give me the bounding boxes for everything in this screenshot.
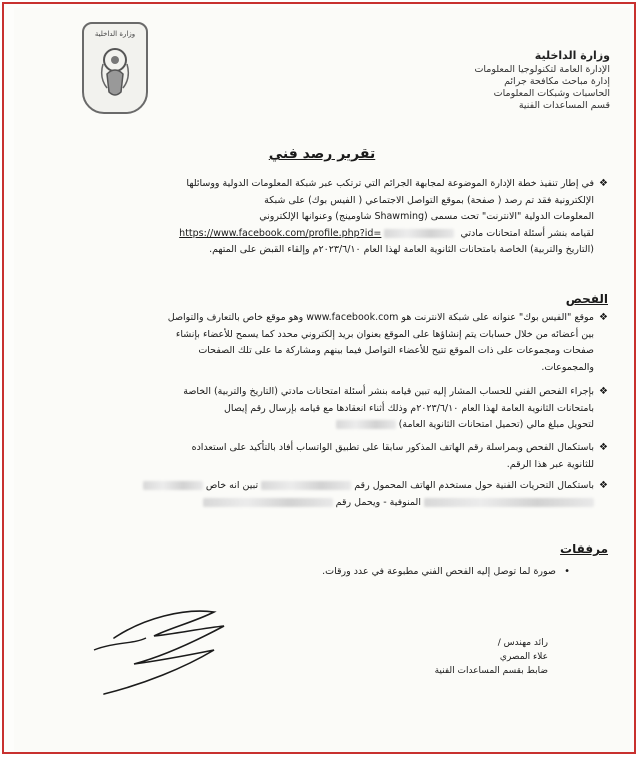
letterhead-line: الحاسبات وشبكات المعلومات (493, 88, 610, 99)
emblem-label: وزارة الداخلية (94, 30, 136, 38)
handwritten-signature (74, 598, 274, 708)
attachment-item: صورة لما توصل إليه الفحص الفني مطبوعة في عدد ورقات. (322, 566, 556, 577)
letterhead-line: الإدارة العامة لتكنولوجيا المعلومات (474, 64, 610, 75)
text-line: بامتحانات الثانوية العامة لهذا العام ٢٠٢٣/٦/١٠م وذلك أثناء انعقادها مع قيامه بإرسال رقم إيصال (223, 402, 594, 414)
letterhead-line: إدارة مباحث مكافحة جرائم (504, 76, 610, 87)
bullet-dot-icon: • (564, 566, 570, 577)
document-page (14, 8, 630, 752)
facebook-paragraph (38, 310, 608, 376)
text-line: لتحويل مبلغ مالي (تحميل امتحانات الثانوية العامة) (38, 417, 594, 434)
intro-paragraph (38, 176, 608, 259)
diamond-bullet-icon: ❖ (599, 178, 608, 189)
text-line: بإجراء الفحص الفني للحساب المشار إليه تبين قيامه بنشر أسئلة امتحانات مادتي (التاريخ والتربية) الخاصة (183, 386, 594, 397)
section-heading-exam: الفحص (565, 292, 608, 306)
text-line: المنوفية - ويحمل رقم (38, 495, 594, 512)
section-heading-attachments: مرفقات (560, 542, 608, 556)
text-line: بين أعضائه من خلال حسابات يتم إنشاؤها على الموقع بعنوان بريد إلكتروني محدد كما يسمح للأعضاء بإنشاء (175, 328, 594, 340)
redacted-phone (261, 481, 351, 490)
text-line: لقيامه بنشر أسئلة امتحانات مادتي https://www.facebook.com/profile.php?id= (179, 227, 594, 239)
signatory-role: ضابط بقسم المساعدات الفنية (434, 666, 548, 676)
redacted-number (336, 420, 396, 429)
whatsapp-paragraph (38, 440, 608, 473)
text-line: للثانوية عبر هذا الرقم. (506, 458, 594, 470)
text-line: الإلكترونية فقد تم رصد ( صفحة) بموقع التواصل الاجتماعي ( الفيس بوك) على شبكة (264, 194, 594, 206)
ministry-emblem (82, 22, 148, 114)
signatory-rank: رائد مهندس / (497, 638, 548, 648)
signatory-name: علاء المصري (499, 652, 548, 662)
text-line: باستكمال الفحص وبمراسلة رقم الهاتف المذكور سابقا على تطبيق الواتساب أفاد بالتأكيد على استعداده (191, 442, 594, 453)
investigation-paragraph (38, 478, 608, 511)
redacted-owner (143, 481, 203, 490)
redacted-national-id (203, 498, 333, 507)
diamond-bullet-icon: ❖ (599, 386, 608, 397)
redacted-address (424, 498, 594, 507)
text-line: المعلومات الدولية "الانترنت" تحت مسمى (Shawming شاومينج) وعنوانها الإلكتروني (259, 211, 594, 222)
text-line: صفحات ومجموعات على ذات الموقع تتيح للأعضاء التواصل فيما بينهم ومشاركة ما على تلك الصفحات (198, 345, 594, 356)
text-line: في إطار تنفيذ خطة الإدارة الموضوعة لمجابهة الجرائم التي ترتكب عبر شبكة المعلومات الدولية ووسائلها (186, 178, 594, 189)
profile-url: https://www.facebook.com/profile.php?id= (179, 227, 382, 239)
text-line: والمجموعات. (541, 361, 594, 373)
police-emblem-icon (95, 44, 135, 102)
report-title: تقرير رصد فني (268, 146, 376, 162)
letterhead (380, 50, 610, 112)
diamond-bullet-icon: ❖ (599, 480, 608, 491)
signature-block (428, 636, 548, 678)
text-line: باستكمال التحريات الفنية حول مستخدم الهاتف المحمول رقم تبين انه خاص (38, 478, 594, 495)
attachments-list (38, 564, 570, 581)
diamond-bullet-icon: ❖ (599, 312, 608, 323)
redacted-id (384, 229, 454, 238)
exam-leak-paragraph (38, 384, 608, 434)
document-frame (2, 2, 636, 754)
text-line: موقع "الفيس بوك" عنوانه على شبكة الانترنت هو www.facebook.com وهو موقع خاص بالتعارف والتواصل (167, 312, 594, 323)
letterhead-ministry: وزارة الداخلية (534, 49, 610, 62)
letterhead-line: قسم المساعدات الفنية (518, 100, 610, 111)
diamond-bullet-icon: ❖ (599, 442, 608, 453)
text-line: (التاريخ والتربية) الخاصة بامتحانات الثانوية العامة لهذا العام ٢٠٢٣/٦/١٠م وإلقاء القبض على المتهم. (209, 244, 594, 255)
